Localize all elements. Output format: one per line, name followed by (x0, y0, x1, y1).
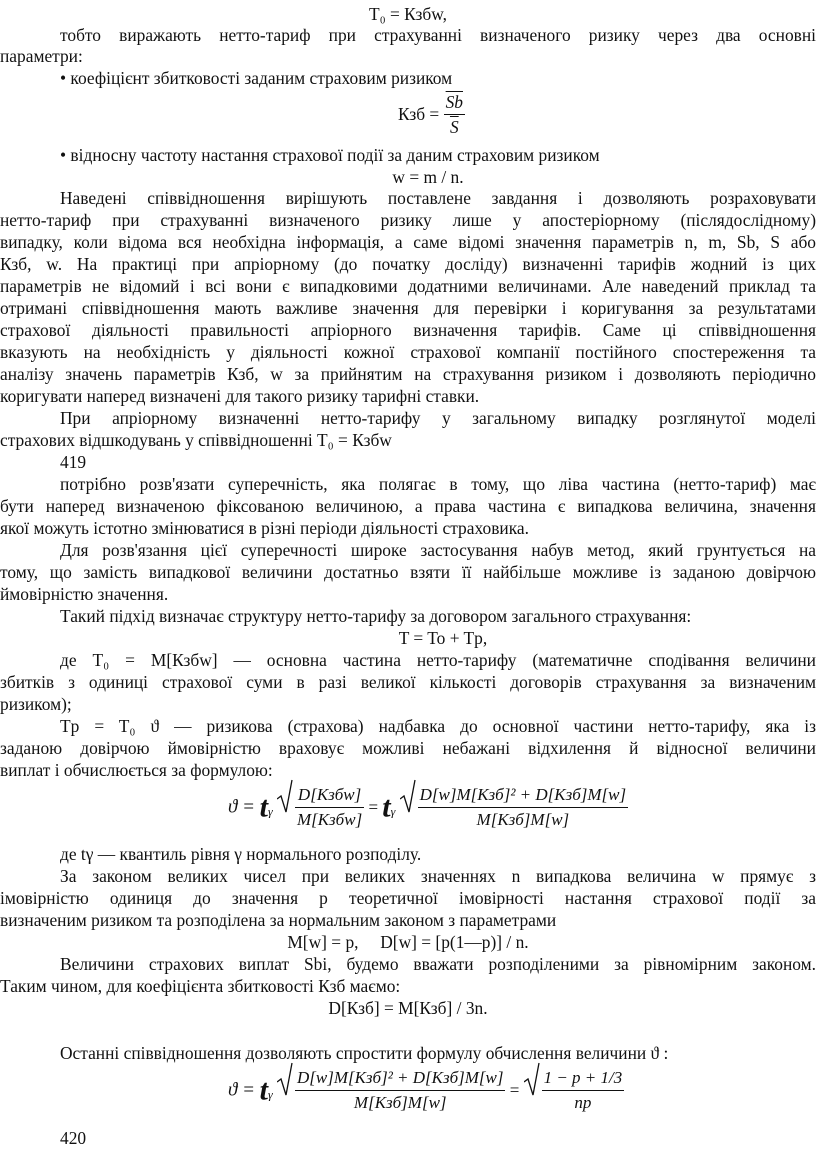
t-symbol: t (259, 1073, 268, 1107)
t-symbol: t (382, 790, 391, 824)
paragraph-line: збитків з одиниці страхової суми в разі великої кількості договорів страхування за визначеним (0, 672, 816, 692)
sqrt-fraction-1 (277, 1066, 506, 1115)
formula-theta-lhs: ϑ = (228, 1079, 260, 1101)
paragraph-line: параметрів не відомий і всі вони є випадковими додатними величинами. Але наведений приклад та (0, 276, 816, 296)
page-number-420: 420 (60, 1128, 87, 1148)
radical-icon (277, 1062, 293, 1096)
paragraph-line: Таким чином, для коефіцієнта збитковості Кзб маємо: (0, 976, 401, 996)
fraction-denominator: S (449, 117, 459, 137)
paragraph-line: Величини страхових виплат Sbi, будемо вважати розподіленими за рівномірним законом. (60, 954, 816, 974)
fraction-numerator: $\overline{Sb}$ (444, 90, 465, 115)
gamma-subscript: γ (390, 804, 396, 819)
formula-t: T = To + Tp, (398, 628, 488, 648)
fraction-numerator: D[w]M[Кзб]² + D[Кзб]M[w] (295, 1066, 506, 1091)
paragraph-line: визначеним ризиком та розподілена за нормальним законом з параметрами (0, 910, 557, 930)
paragraph-line: де T₀ = M[Кзбw] — основна частина нетто-тарифу (математичне сподівання величини (60, 650, 816, 670)
paragraph-line: Такий підхід визначає структуру нетто-тарифу за договором загального страхування: (60, 606, 692, 626)
sqrt-fraction-1 (277, 783, 364, 832)
fraction-denominator: np (574, 1093, 592, 1112)
paragraph-line: де tγ — квантиль рівня γ нормального розподілу. (60, 844, 422, 864)
paragraph-line: тобто виражають нетто-тариф при страхуванні визначеного ризику через два основні (60, 25, 816, 45)
paragraph-line: ймовірністю значення. (0, 584, 169, 604)
equals-sign: = (364, 797, 383, 817)
fraction (295, 1066, 506, 1115)
paragraph-line: випадку, коли відома вся необхідна інформація, а саме відомі значення параметрів n, m, Sb, S або (0, 232, 816, 252)
paragraph-line: Для розв'язання цієї суперечності широке застосування набув метод, який грунтується на (60, 540, 816, 560)
paragraph-line: якої можуть істотно змінюватися в різні періоди діяльності страховика. (0, 518, 529, 538)
paragraph-line: Кзб, w. На практиці при апріорному (до початку досліду) визначенні тарифів жодний із цих (0, 254, 816, 274)
formula-t0: T₀ = Кзбw, (368, 4, 448, 24)
paragraph-line: При апріорному визначенні нетто-тарифу у загальному випадку розглянутої моделі (60, 408, 816, 428)
fraction (418, 783, 629, 832)
paragraph-line: потрібно розв'язати суперечність, яка полягає в тому, що ліва частина (нетто-тариф) має (60, 474, 816, 494)
fraction-denominator: M[Кзб]M[w] (353, 1093, 447, 1112)
paragraph-line: ризиком); (0, 694, 72, 714)
formula-theta-lhs: ϑ = (228, 796, 260, 818)
paragraph-line: заданою довірчою ймовірністю враховує можливі небажані відхилення й відносної величини (0, 738, 816, 758)
formula-mw-dw: M[w] = p, D[w] = [p(1—p)] / n. (287, 932, 529, 952)
paragraph-line: страхових відшкодувань у співвідношенні T₀ = Кзбw (0, 430, 392, 450)
bullet-item: • коефіцієнт збитковості заданим страховим ризиком (60, 68, 453, 88)
radical-icon (400, 779, 416, 813)
paragraph-line: Наведені співвідношення вирішують поставлене завдання і дозволяють розраховувати (60, 188, 816, 208)
paragraph-line: страхової діяльності правильності апріорного визначення тарифів. Саме ці співвідношення (0, 320, 816, 340)
formula-theta-simplified (228, 1066, 624, 1115)
radical-icon (524, 1062, 540, 1096)
fraction-denominator: M[Кзбw] (296, 810, 363, 829)
paragraph-line: нетто-тариф при страхуванні визначеного ризику лише у апостеріорному (післядослідному) (0, 210, 816, 230)
radical-icon (277, 779, 293, 813)
paragraph-line: параметри: (0, 46, 83, 66)
page-number-419: 419 (60, 452, 87, 472)
formula-dkzb: D[Кзб] = M[Кзб] / 3n. (328, 998, 488, 1018)
t-symbol: t (259, 790, 268, 824)
formula-theta (228, 783, 628, 832)
paragraph-line: імовірністю одиниця до значення p теоретичної імовірності настання страхової події за (0, 888, 816, 908)
paragraph-line: тому, що замість випадкової величини достатньо взяти її найбільше можливе із заданою довірчою (0, 562, 816, 582)
fraction-numerator: D[Кзбw] (295, 783, 364, 808)
sqrt-fraction-2 (400, 783, 629, 832)
sqrt-fraction-2 (524, 1066, 625, 1115)
paragraph-line: вказують на необхідність у діяльності кожної страхової компанії постійного спостереження та (0, 342, 816, 362)
fraction (295, 783, 364, 832)
paragraph-line: Tp = T₀ ϑ — ризикова (страхова) надбавка до основної частини нетто-тарифу, яка із (60, 716, 816, 736)
gamma-subscript: γ (268, 1087, 273, 1102)
fraction-denominator: M[Кзб]M[w] (476, 810, 570, 829)
formula-kzb (398, 90, 465, 139)
fraction-numerator: D[w]M[Кзб]² + D[Кзб]M[w] (418, 783, 629, 808)
formula-w: w = m / n. (392, 167, 464, 187)
paragraph-line: бути наперед визначеною фіксованою величиною, а права частина є випадкова величина, значення (0, 496, 816, 516)
bullet-item: • відносну частоту настання страхової події за даним страховим ризиком (60, 145, 600, 165)
paragraph-line: отримані співвідношення мають важливе значення для перевірки і коригування за результатами (0, 298, 816, 318)
paragraph-line: За законом великих чисел при великих значеннях n випадкова величина w прямує з (60, 866, 816, 886)
fraction (542, 1066, 625, 1115)
paragraph-line: коригувати наперед визначені для такого ризику тарифні ставки. (0, 386, 480, 406)
fraction-numerator: 1 − p + 1/3 (542, 1066, 625, 1091)
formula-kzb-lhs: Кзб = (398, 104, 440, 124)
fraction (444, 90, 465, 139)
equals-sign: = (505, 1080, 524, 1100)
paragraph-line: аналізу значень параметрів Кзб, w за прийнятим на страхування ризиком і дозволяють періодично (0, 364, 816, 384)
gamma-subscript: γ (268, 804, 273, 819)
paragraph-line: Останні співвідношення дозволяють спростити формулу обчислення величини ϑ : (60, 1043, 669, 1063)
paragraph-line: виплат і обчислюється за формулою: (0, 760, 273, 780)
